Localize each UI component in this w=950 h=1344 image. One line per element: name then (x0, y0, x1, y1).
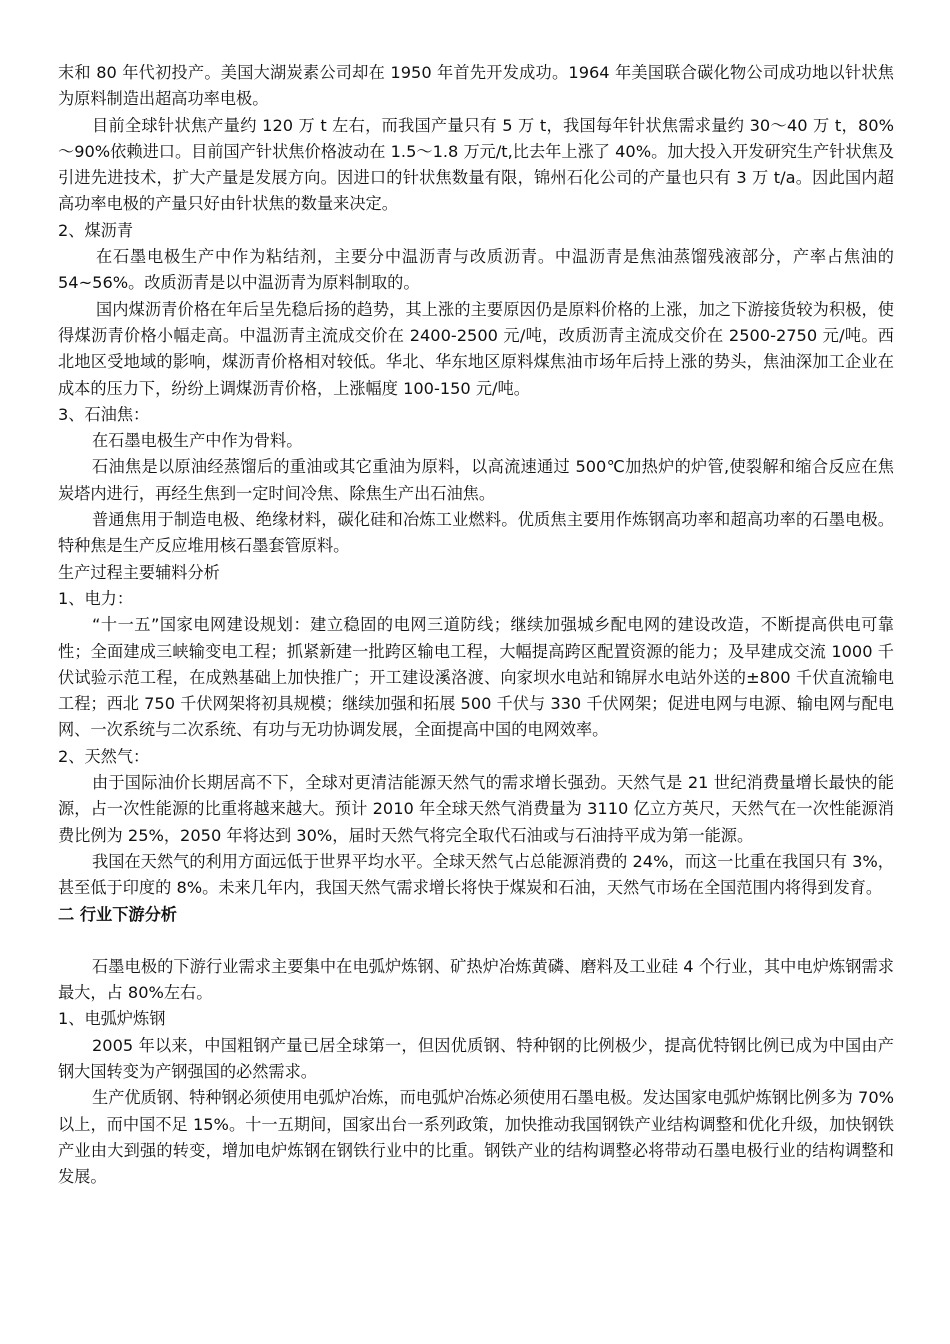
section-electricity-title: 1、电力： (58, 588, 134, 608)
paragraph-natural-gas-china: 我国在天然气的利用方面远低于世界平均水平。全球天然气占总能源消费的 24%，而这一比重在我国只有 3%，甚至低于印度的 8%。未来几年内，我国天然气需求增长将快于煤炭和石油，天然气市场在全国范围内将得到发育。 (58, 851, 894, 898)
document-body (58, 60, 894, 1190)
paragraph-grid-plan: “十一五”国家电网建设规划：建立稳固的电网三道防线；继续加强城乡配电网的建设改造，不断提高供电可靠性；全面建成三峡输变电工程；抓紧新建一批跨区输电工程，大幅提高跨区配置资源的能力；及早建成交流 1000 千伏试验示范工程，在成熟基础上加快推广；开工建设溪洛渡、向家坝水电站和锦屏水电站外送的±800 千伏直流输电工程；西北 750 千伏网架将初具规模；继续加强和拓展 500 千伏与 330 千伏网架；促进电网与电源、输电网与配电网、一次系统与二次系统、有功与无功协调发展，全面提高中国的电网效率。 (58, 615, 894, 740)
section-natural-gas-title: 2、天然气： (58, 746, 150, 766)
paragraph-downstream-demand: 石墨电极的下游行业需求主要集中在电弧炉炼钢、矿热炉冶炼黄磷、磨料及工业硅 4 个行业，其中电炉炼钢需求最大，占 80%左右。 (58, 956, 894, 1003)
paragraph-1: 末和 80 年代初投产。美国大湖炭素公司却在 1950 年首先开发成功。1964 年美国联合碳化物公司成功地以针状焦为原料制造出超高功率电极。 (58, 63, 894, 109)
section-petroleum-coke-title: 3、石油焦： (58, 404, 150, 424)
paragraph-petroleum-coke-role: 在石墨电极生产中作为骨料。 (92, 431, 303, 451)
paragraph-petroleum-coke-process: 石油焦是以原油经蒸馏后的重油或其它重油为原料，以高流速通过 500℃加热炉的炉管,使裂解和缩合反应在焦炭塔内进行，再经生焦到一定时间冷焦、除焦生产出石油焦。 (58, 457, 894, 503)
paragraph-coal-pitch-role: 在石墨电极生产中作为粘结剂，主要分中温沥青与改质沥青。中温沥青是焦油蒸馏残液部分，产率占焦油的 54~56%。改质沥青是以中温沥青为原料制取的。 (58, 247, 894, 293)
paragraph-needle-coke-market: 目前全球针状焦产量约 120 万 t 左右，而我国产量只有 5 万 t，我国每年针状焦需求量约 30～40 万 t，80%～90%依赖进口。目前国产针状焦价格波动在 1.5～1.8 万元/t,比去年上涨了 40%。加大投入开发研究生产针状焦及引进先进技术，扩大产量是发展方向。因进口的针状焦数量有限，锦州石化公司的产量也只有 3 万 t/a。因此国内超高功率电极的产量只好由针状焦的数量来决定。 (58, 115, 894, 214)
paragraph-eaf-steelmaking: 生产优质钢、特种钢必须使用电弧炉冶炼，而电弧炉冶炼必须使用石墨电极。发达国家电弧炉炼钢比例多为 70%以上，而中国不足 15%。十一五期间，国家出台一系列政策，加快推动我国钢铁产业结构调整和优化升级，加快钢铁产业由大到强的转变，增加电炉炼钢在钢铁行业中的比重。钢铁产业的结构调整必将带动石墨电极行业的结构调整和发展。 (58, 1088, 894, 1187)
paragraph-natural-gas-global: 由于国际油价长期居高不下，全球对更清洁能源天然气的需求增长强劲。天然气是 21 世纪消费量增长最快的能源，占一次性能源的比重将越来越大。预计 2010 年全球天然气消费量为 3110 亿立方英尺，天然气在一次性能源消费比例为 25%，2050 年将达到 30%，届时天然气将完全取代石油或与石油持平成为第一能源。 (58, 773, 894, 845)
section-downstream-heading: 二 行业下游分析 (58, 904, 177, 924)
section-coal-pitch-title: 2、煤沥青 (58, 220, 134, 240)
paragraph-steel-output: 2005 年以来，中国粗钢产量已居全球第一，但因优质钢、特种钢的比例极少，提高优特钢比例已成为中国由产钢大国转变为产钢强国的必然需求。 (58, 1035, 894, 1081)
section-eaf-title: 1、电弧炉炼钢 (58, 1009, 166, 1029)
section-auxiliary-materials-title: 生产过程主要辅料分析 (58, 562, 220, 582)
paragraph-coal-pitch-price: 国内煤沥青价格在年后呈先稳后扬的趋势，其上涨的主要原因仍是原料价格的上涨，加之下游接货较为积极，使得煤沥青价格小幅走高。中温沥青主流成交价在 2400-2500 元/吨，改质沥青主流成交价在 2500-2750 元/吨。西北地区受地域的影响，煤沥青价格相对较低。华北、华东地区原料煤焦油市场年后持上涨的势头，焦油深加工企业在成本的压力下，纷纷上调煤沥青价格，上涨幅度 100-150 元/吨。 (58, 299, 894, 398)
paragraph-petroleum-coke-uses: 普通焦用于制造电极、绝缘材料，碳化硅和冶炼工业燃料。优质焦主要用作炼钢高功率和超高功率的石墨电极。特种焦是生产反应堆用核石墨套管原料。 (58, 510, 894, 556)
